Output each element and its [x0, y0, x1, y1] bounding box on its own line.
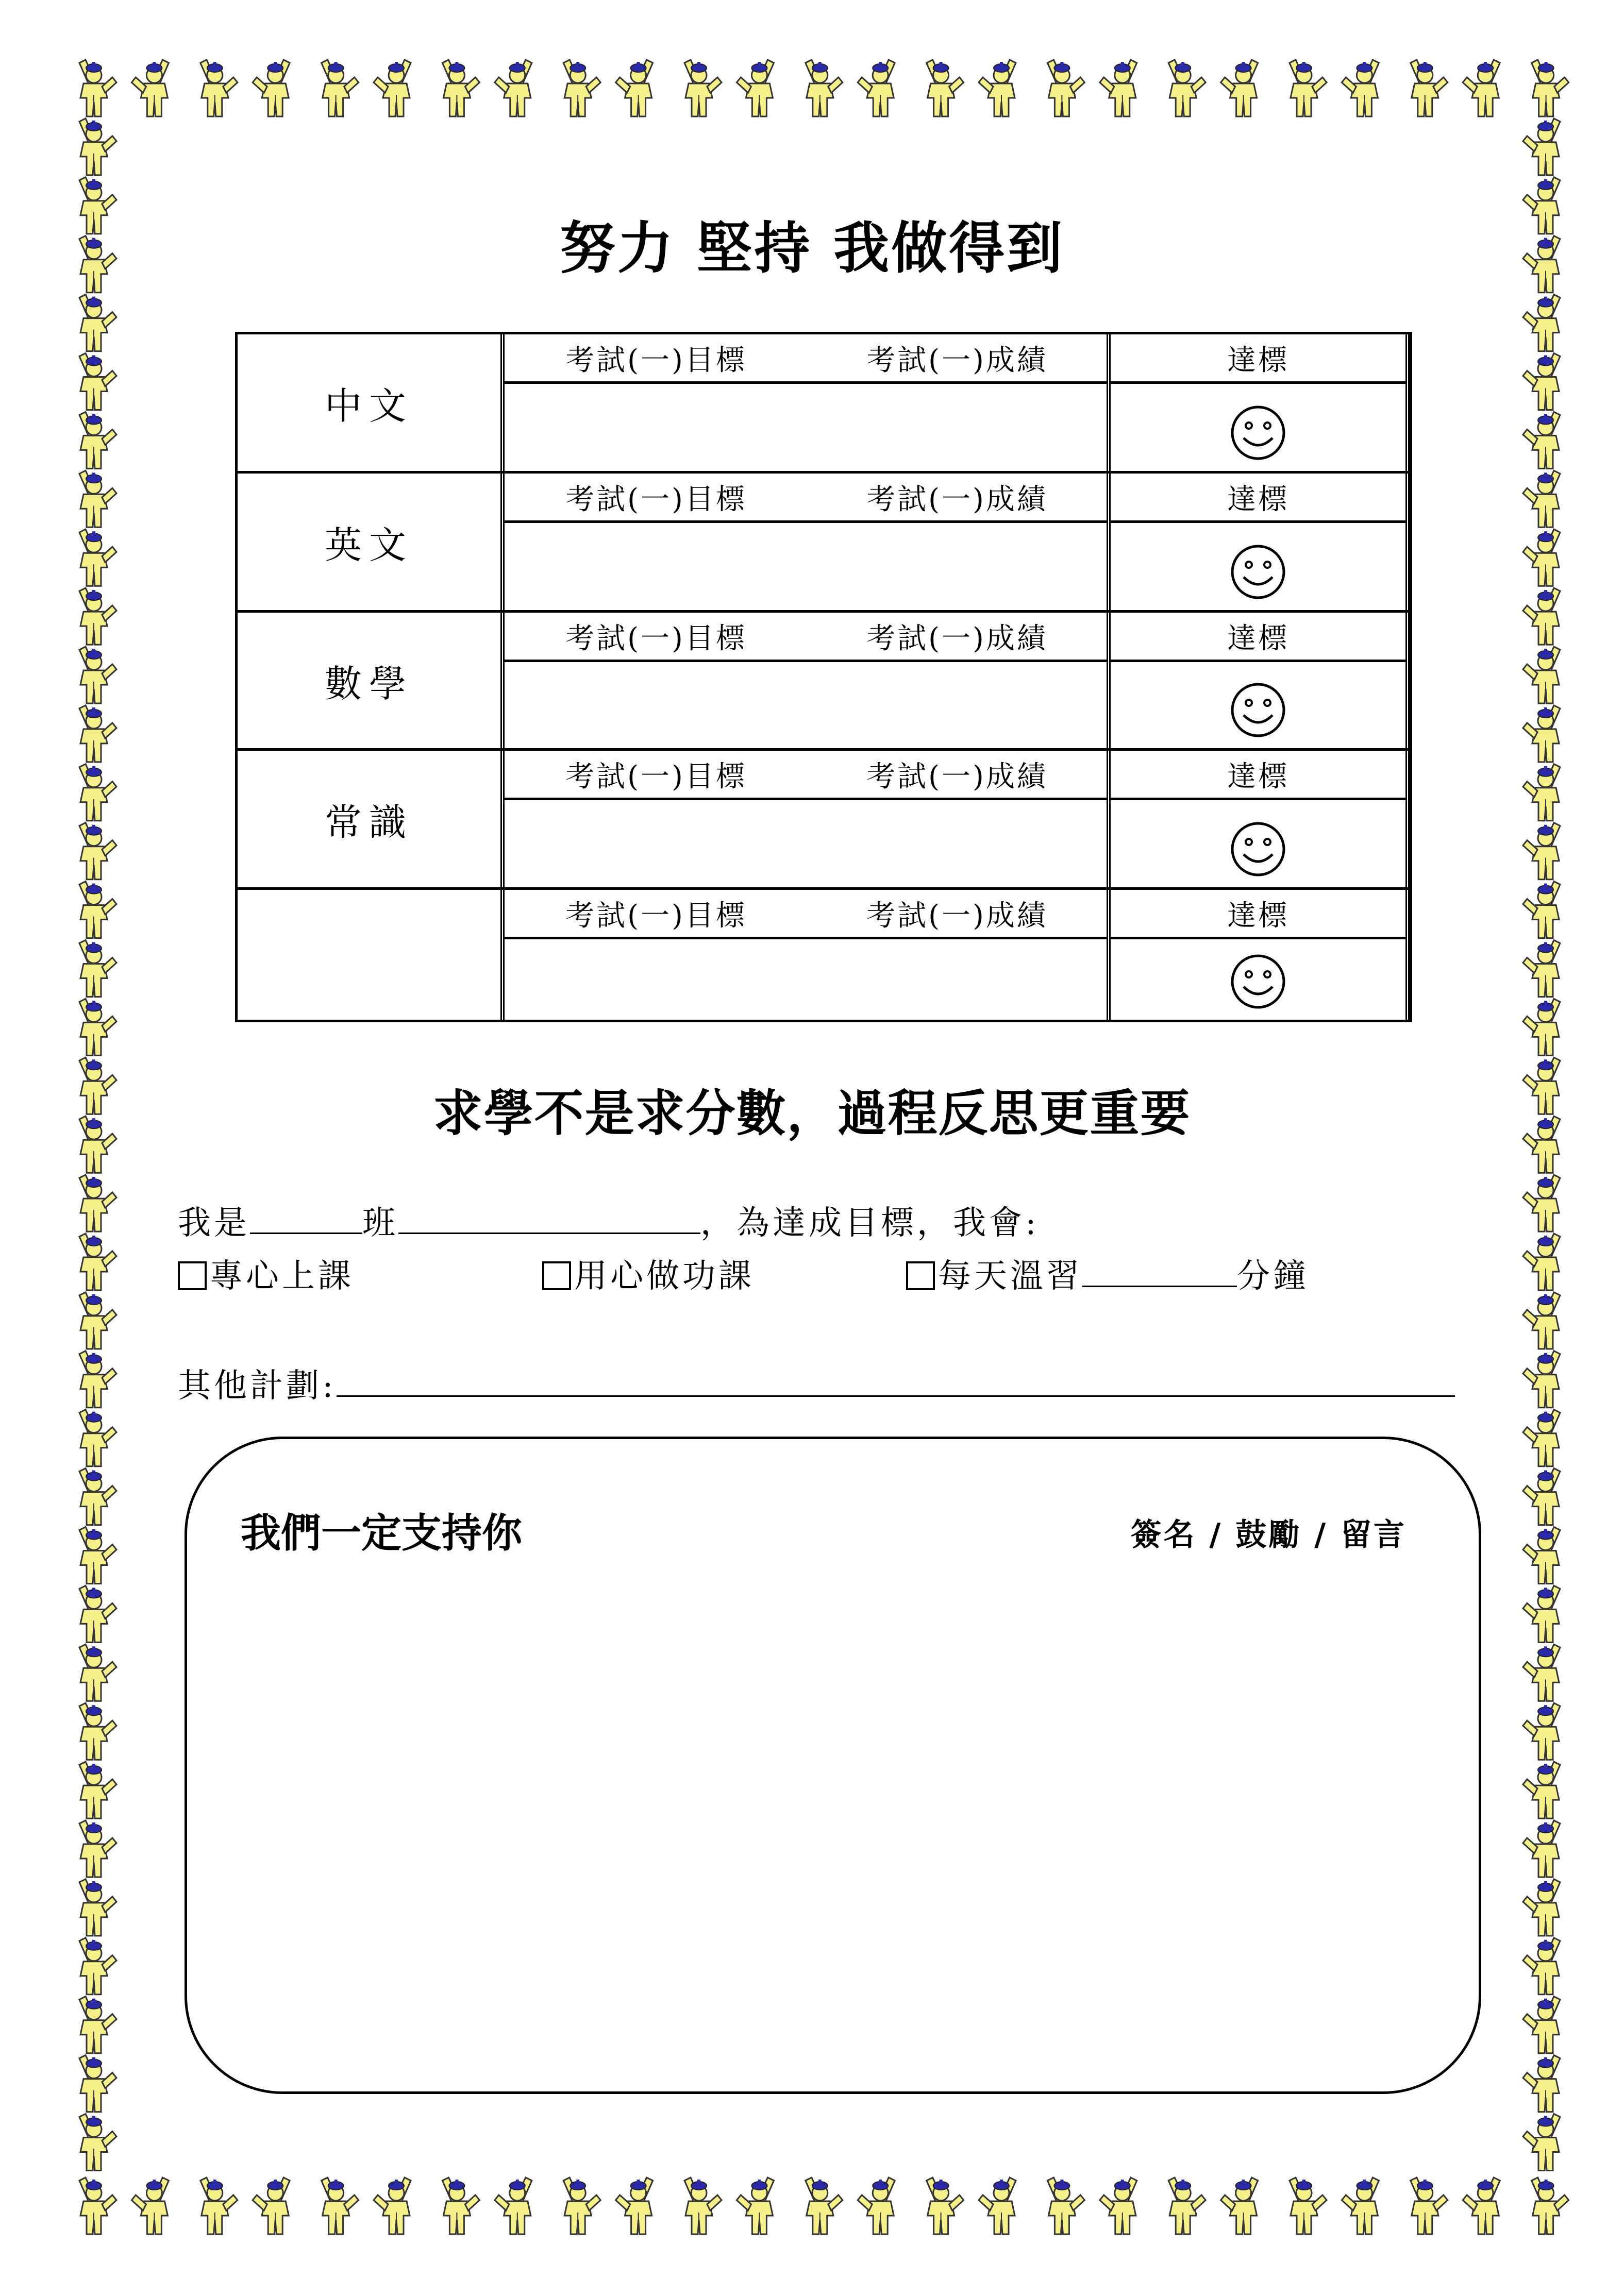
- result-column: [808, 890, 1111, 1020]
- waving-student-icon: [495, 60, 532, 116]
- waving-student-icon: [616, 60, 653, 116]
- achieved-header: 達標: [1111, 613, 1405, 662]
- waving-student-icon: [1523, 1468, 1560, 1525]
- waving-student-icon: [1047, 2177, 1084, 2234]
- waving-student-icon: [79, 1997, 116, 2053]
- waving-student-icon: [1100, 2177, 1137, 2234]
- achieved-column: [1111, 334, 1410, 471]
- pledge-line-1: [178, 1196, 1040, 1244]
- waving-student-icon: [1523, 412, 1560, 468]
- option-attend-class-label: 專心上課: [210, 1257, 354, 1295]
- other-plan-blank[interactable]: [337, 1365, 1455, 1397]
- achieved-column: [1111, 613, 1410, 748]
- waving-student-icon: [1523, 999, 1560, 1055]
- waving-student-icon: [563, 2177, 600, 2234]
- waving-student-icon: [1523, 119, 1560, 175]
- result-input-cell[interactable]: [808, 523, 1107, 610]
- result-header: 考試(一)成績: [808, 334, 1107, 384]
- waving-student-icon: [1523, 940, 1560, 997]
- option-daily-review-label: 每天溫習: [938, 1257, 1082, 1295]
- intro-suffix: ，為達成目標，我會:: [700, 1204, 1040, 1242]
- subject-name[interactable]: [238, 890, 505, 1020]
- waving-student-icon: [1523, 1938, 1560, 1995]
- waving-student-icon: [253, 60, 290, 116]
- result-column: [808, 474, 1111, 610]
- class-blank[interactable]: [250, 1203, 362, 1234]
- waving-student-icon: [1523, 1292, 1560, 1349]
- waving-student-icon: [442, 2177, 479, 2234]
- waving-student-icon: [1168, 60, 1206, 116]
- waving-student-icon: [927, 60, 964, 116]
- waving-student-icon: [684, 2177, 722, 2234]
- minutes-unit: 分鐘: [1237, 1257, 1309, 1295]
- target-header: 考試(一)目標: [505, 474, 808, 523]
- waving-student-icon: [79, 1175, 116, 1231]
- waving-student-icon: [1523, 2114, 1560, 2171]
- waving-student-icon: [79, 1292, 116, 1349]
- result-header: 考試(一)成績: [808, 751, 1107, 800]
- waving-student-icon: [1523, 470, 1560, 527]
- waving-student-icon: [79, 119, 116, 175]
- goal-table: [235, 332, 1412, 1022]
- waving-student-icon: [79, 1234, 116, 1290]
- waving-student-icon: [374, 2177, 411, 2234]
- waving-student-icon: [1523, 1820, 1560, 1877]
- waving-student-icon: [1523, 588, 1560, 645]
- achieved-input-cell[interactable]: [1111, 662, 1405, 748]
- waving-student-icon: [79, 1644, 116, 1701]
- option-daily-review[interactable]: [906, 1250, 1309, 1297]
- achieved-input-cell[interactable]: [1111, 939, 1405, 1020]
- checkbox-homework[interactable]: [542, 1261, 571, 1290]
- waving-student-icon: [79, 1468, 116, 1525]
- waving-student-icon: [1523, 1703, 1560, 1760]
- waving-student-icon: [79, 295, 116, 351]
- achieved-header: 達標: [1111, 751, 1405, 800]
- waving-student-icon: [79, 647, 116, 703]
- waving-student-icon: [1523, 1585, 1560, 1642]
- other-plan-label: 其他計劃:: [178, 1367, 337, 1405]
- waving-student-icon: [736, 2177, 774, 2234]
- waving-student-icon: [79, 1703, 116, 1760]
- waving-student-icon: [1523, 1879, 1560, 1936]
- waving-student-icon: [1342, 2177, 1379, 2234]
- page-title: 努力 堅持 我做得到: [559, 216, 1065, 281]
- waving-student-icon: [858, 2177, 895, 2234]
- page-subtitle: 求學不是求分數，過程反思更重要: [433, 1085, 1191, 1142]
- class-suffix: 班: [362, 1204, 398, 1242]
- waving-student-icon: [1463, 60, 1500, 116]
- target-input-cell[interactable]: [505, 800, 808, 887]
- target-column: [505, 613, 808, 748]
- waving-student-icon: [1463, 2177, 1500, 2234]
- waving-student-icon: [79, 1527, 116, 1584]
- target-header: 考試(一)目標: [505, 751, 808, 800]
- result-input-cell[interactable]: [808, 662, 1107, 748]
- waving-student-icon: [1523, 1644, 1560, 1701]
- result-input-cell[interactable]: [808, 939, 1107, 1020]
- waving-student-icon: [79, 60, 116, 116]
- waving-student-icon: [79, 940, 116, 997]
- waving-student-icon: [1100, 60, 1137, 116]
- waving-student-icon: [79, 412, 116, 468]
- waving-student-icon: [1411, 2177, 1448, 2234]
- intro-prefix: 我是: [178, 1204, 250, 1242]
- waving-student-icon: [1532, 60, 1569, 116]
- minutes-blank[interactable]: [1082, 1256, 1237, 1287]
- subject-row: [238, 890, 1410, 1020]
- waving-student-icon: [442, 60, 479, 116]
- smiley-icon[interactable]: [1229, 543, 1287, 601]
- support-title: 我們一定支持你: [241, 1510, 523, 1557]
- result-header: 考試(一)成績: [808, 474, 1107, 523]
- waving-student-icon: [1523, 882, 1560, 938]
- achieved-column: [1111, 474, 1410, 610]
- support-box[interactable]: [185, 1437, 1481, 2094]
- waving-student-icon: [858, 60, 895, 116]
- waving-student-icon: [1523, 764, 1560, 821]
- achieved-input-cell[interactable]: [1111, 384, 1405, 471]
- waving-student-icon: [1290, 60, 1327, 116]
- smiley-icon[interactable]: [1229, 681, 1287, 739]
- waving-student-icon: [1523, 705, 1560, 762]
- waving-student-icon: [79, 1410, 116, 1466]
- waving-student-icon: [806, 60, 843, 116]
- target-header: 考試(一)目標: [505, 613, 808, 662]
- achieved-header: 達標: [1111, 890, 1405, 939]
- waving-student-icon: [131, 60, 169, 116]
- target-column: [505, 334, 808, 471]
- waving-student-icon: [616, 2177, 653, 2234]
- target-header: 考試(一)目標: [505, 334, 808, 384]
- subject-name[interactable]: 常識: [238, 751, 505, 887]
- waving-student-icon: [1047, 60, 1084, 116]
- waving-student-icon: [322, 2177, 359, 2234]
- waving-student-icon: [374, 60, 411, 116]
- result-column: [808, 613, 1111, 748]
- target-column: [505, 890, 808, 1020]
- waving-student-icon: [131, 2177, 169, 2234]
- result-header: 考試(一)成績: [808, 890, 1107, 939]
- checkbox-daily-review[interactable]: [906, 1261, 935, 1290]
- waving-student-icon: [200, 2177, 238, 2234]
- target-column: [505, 751, 808, 887]
- waving-student-icon: [927, 2177, 964, 2234]
- subject-row: [238, 474, 1410, 613]
- subject-row: [238, 613, 1410, 751]
- waving-student-icon: [79, 1879, 116, 1936]
- target-input-cell[interactable]: [505, 939, 808, 1020]
- waving-student-icon: [1523, 529, 1560, 586]
- result-input-cell[interactable]: [808, 384, 1107, 471]
- waving-student-icon: [79, 529, 116, 586]
- waving-student-icon: [79, 470, 116, 527]
- waving-student-icon: [79, 2177, 116, 2234]
- subject-row: [238, 751, 1410, 890]
- result-header: 考試(一)成績: [808, 613, 1107, 662]
- target-column: [505, 474, 808, 610]
- achieved-column: [1111, 751, 1410, 887]
- waving-student-icon: [79, 882, 116, 938]
- waving-student-icon: [79, 764, 116, 821]
- target-header: 考試(一)目標: [505, 890, 808, 939]
- waving-student-icon: [806, 2177, 843, 2234]
- waving-student-icon: [79, 705, 116, 762]
- waving-student-icon: [253, 2177, 290, 2234]
- waving-student-icon: [1523, 1351, 1560, 1408]
- achieved-header: 達標: [1111, 474, 1405, 523]
- waving-student-icon: [79, 823, 116, 880]
- achieved-column: [1111, 890, 1410, 1020]
- support-sign-label: 簽名 / 鼓勵 / 留言: [1130, 1517, 1407, 1553]
- option-homework[interactable]: [542, 1250, 755, 1297]
- waving-student-icon: [79, 1585, 116, 1642]
- achieved-header: 達標: [1111, 334, 1405, 384]
- target-input-cell[interactable]: [505, 384, 808, 471]
- waving-student-icon: [1523, 647, 1560, 703]
- waving-student-icon: [322, 60, 359, 116]
- waving-student-icon: [1523, 1762, 1560, 1818]
- waving-student-icon: [979, 2177, 1016, 2234]
- waving-student-icon: [1523, 295, 1560, 351]
- waving-student-icon: [1523, 1175, 1560, 1231]
- waving-student-icon: [79, 999, 116, 1055]
- waving-student-icon: [1221, 2177, 1258, 2234]
- smiley-icon[interactable]: [1229, 820, 1287, 878]
- subject-name[interactable]: 中文: [238, 334, 505, 471]
- waving-student-icon: [1523, 2055, 1560, 2112]
- waving-student-icon: [79, 588, 116, 645]
- waving-student-icon: [736, 60, 774, 116]
- checkbox-attend-class[interactable]: [178, 1261, 207, 1290]
- waving-student-icon: [1523, 353, 1560, 410]
- result-column: [808, 334, 1111, 471]
- waving-student-icon: [79, 1938, 116, 1995]
- result-column: [808, 751, 1111, 887]
- waving-student-icon: [1342, 60, 1379, 116]
- waving-student-icon: [79, 1762, 116, 1818]
- waving-student-icon: [79, 2114, 116, 2171]
- waving-student-icon: [1411, 60, 1448, 116]
- waving-student-icon: [979, 60, 1016, 116]
- subject-name[interactable]: 英文: [238, 474, 505, 610]
- waving-student-icon: [200, 60, 238, 116]
- achieved-input-cell[interactable]: [1111, 800, 1405, 887]
- waving-student-icon: [79, 1820, 116, 1877]
- waving-student-icon: [1523, 1234, 1560, 1290]
- waving-student-icon: [1221, 60, 1258, 116]
- waving-student-icon: [495, 2177, 532, 2234]
- option-attend-class[interactable]: [178, 1250, 354, 1297]
- subject-name[interactable]: 數學: [238, 613, 505, 748]
- waving-student-icon: [563, 60, 600, 116]
- waving-student-icon: [79, 2055, 116, 2112]
- target-input-cell[interactable]: [505, 523, 808, 610]
- waving-student-icon: [1168, 2177, 1206, 2234]
- waving-student-icon: [1532, 2177, 1569, 2234]
- waving-student-icon: [79, 353, 116, 410]
- subject-row: [238, 334, 1410, 474]
- waving-student-icon: [1523, 1527, 1560, 1584]
- waving-student-icon: [1523, 823, 1560, 880]
- waving-student-icon: [1523, 1410, 1560, 1466]
- other-plan-line: [178, 1359, 1455, 1407]
- result-input-cell[interactable]: [808, 800, 1107, 887]
- option-homework-label: 用心做功課: [574, 1257, 755, 1295]
- waving-student-icon: [79, 1351, 116, 1408]
- name-blank[interactable]: [398, 1203, 700, 1234]
- smiley-icon[interactable]: [1229, 404, 1287, 462]
- waving-student-icon: [1523, 1997, 1560, 2053]
- achieved-input-cell[interactable]: [1111, 523, 1405, 610]
- smiley-icon[interactable]: [1229, 953, 1287, 1010]
- waving-student-icon: [1290, 2177, 1327, 2234]
- target-input-cell[interactable]: [505, 662, 808, 748]
- waving-student-icon: [684, 60, 722, 116]
